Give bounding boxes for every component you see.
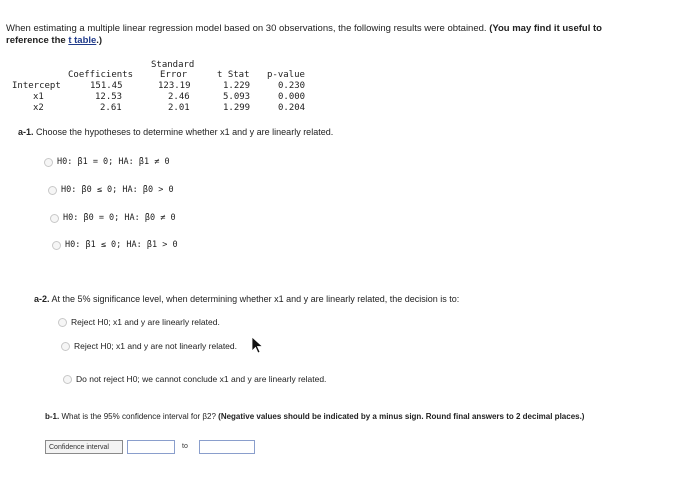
confidence-interval-row	[45, 440, 255, 456]
x1-t: 5.093	[223, 92, 251, 102]
a2-option-3[interactable]	[63, 374, 326, 384]
a1-option-4-label: H0: β1 ≤ 0; HA: β1 > 0	[65, 240, 178, 250]
b1-question-text: What is the 95% confidence interval for β2?	[61, 412, 219, 421]
a1-option-3-label: H0: β0 = 0; HA: β0 ≠ 0	[63, 213, 176, 223]
radio-button[interactable]	[61, 342, 70, 351]
row-label-x2: x2	[33, 103, 44, 113]
intercept-se: 123.19	[158, 81, 191, 91]
radio-button[interactable]	[63, 375, 72, 384]
x2-t: 1.299	[223, 103, 251, 113]
x1-coef: 12.53	[95, 92, 123, 102]
intercept-t: 1.229	[223, 81, 251, 91]
header-error: Error	[160, 70, 188, 80]
a1-option-2[interactable]	[48, 185, 174, 195]
intro-text: When estimating a multiple linear regression model based on 30 observations, the following results were obtained.	[6, 23, 490, 34]
x1-p: 0.000	[278, 92, 306, 102]
a2-option-1-label: Reject H0; x1 and y are linearly related.	[71, 317, 220, 327]
a1-question	[18, 127, 333, 137]
ci-to-label: to	[182, 443, 188, 450]
mouse-cursor-icon	[251, 336, 265, 354]
a1-option-1-label: H0: β1 = 0; HA: β1 ≠ 0	[57, 157, 170, 167]
b1-label: b-1.	[45, 412, 60, 421]
radio-button[interactable]	[48, 186, 57, 195]
problem-intro	[6, 23, 646, 47]
confidence-interval-label: Confidence interval	[45, 440, 123, 454]
radio-button[interactable]	[50, 214, 59, 223]
x2-se: 2.01	[168, 103, 190, 113]
a1-option-1[interactable]	[44, 157, 170, 167]
b1-note: (Negative values should be indicated by a minus sign. Round final answers to 2 decimal places.)	[218, 412, 585, 421]
header-t-stat: t Stat	[217, 70, 250, 80]
a1-option-2-label: H0: β0 ≤ 0; HA: β0 > 0	[61, 185, 174, 195]
header-coefficients: Coefficients	[68, 70, 134, 80]
a1-option-3[interactable]	[50, 213, 176, 223]
a2-question-text: At the 5% significance level, when determining whether x1 and y are linearly related, the decision is to:	[51, 294, 460, 304]
a2-question	[34, 294, 459, 304]
row-label-intercept: Intercept	[12, 81, 61, 91]
radio-button[interactable]	[44, 158, 53, 167]
radio-button[interactable]	[58, 318, 67, 327]
header-standard: Standard	[151, 60, 195, 70]
intercept-coef: 151.45	[90, 81, 123, 91]
b1-question	[45, 411, 635, 422]
radio-button[interactable]	[52, 241, 61, 250]
intro-note-pre: (You may find it useful to reference the	[6, 23, 602, 46]
a1-option-4[interactable]	[52, 240, 178, 250]
row-label-x1: x1	[33, 92, 44, 102]
a1-question-text: Choose the hypotheses to determine whether x1 and y are linearly related.	[36, 127, 334, 137]
x2-coef: 2.61	[100, 103, 122, 113]
ci-lower-input[interactable]	[127, 440, 175, 454]
header-p-value: p-value	[267, 70, 305, 80]
x1-se: 2.46	[168, 92, 190, 102]
t-table-link[interactable]: t table	[68, 35, 97, 46]
ci-upper-input[interactable]	[199, 440, 255, 454]
a2-option-2[interactable]	[61, 341, 237, 351]
intro-note-post: .)	[96, 35, 103, 46]
a2-option-2-label: Reject H0; x1 and y are not linearly related.	[74, 341, 238, 351]
a2-label: a-2.	[34, 294, 50, 304]
a1-label: a-1.	[18, 127, 34, 137]
a2-option-1[interactable]	[58, 317, 220, 327]
x2-p: 0.204	[278, 103, 306, 113]
a2-option-3-label: Do not reject H0; we cannot conclude x1 and y are linearly related.	[76, 374, 327, 384]
intercept-p: 0.230	[278, 81, 306, 91]
